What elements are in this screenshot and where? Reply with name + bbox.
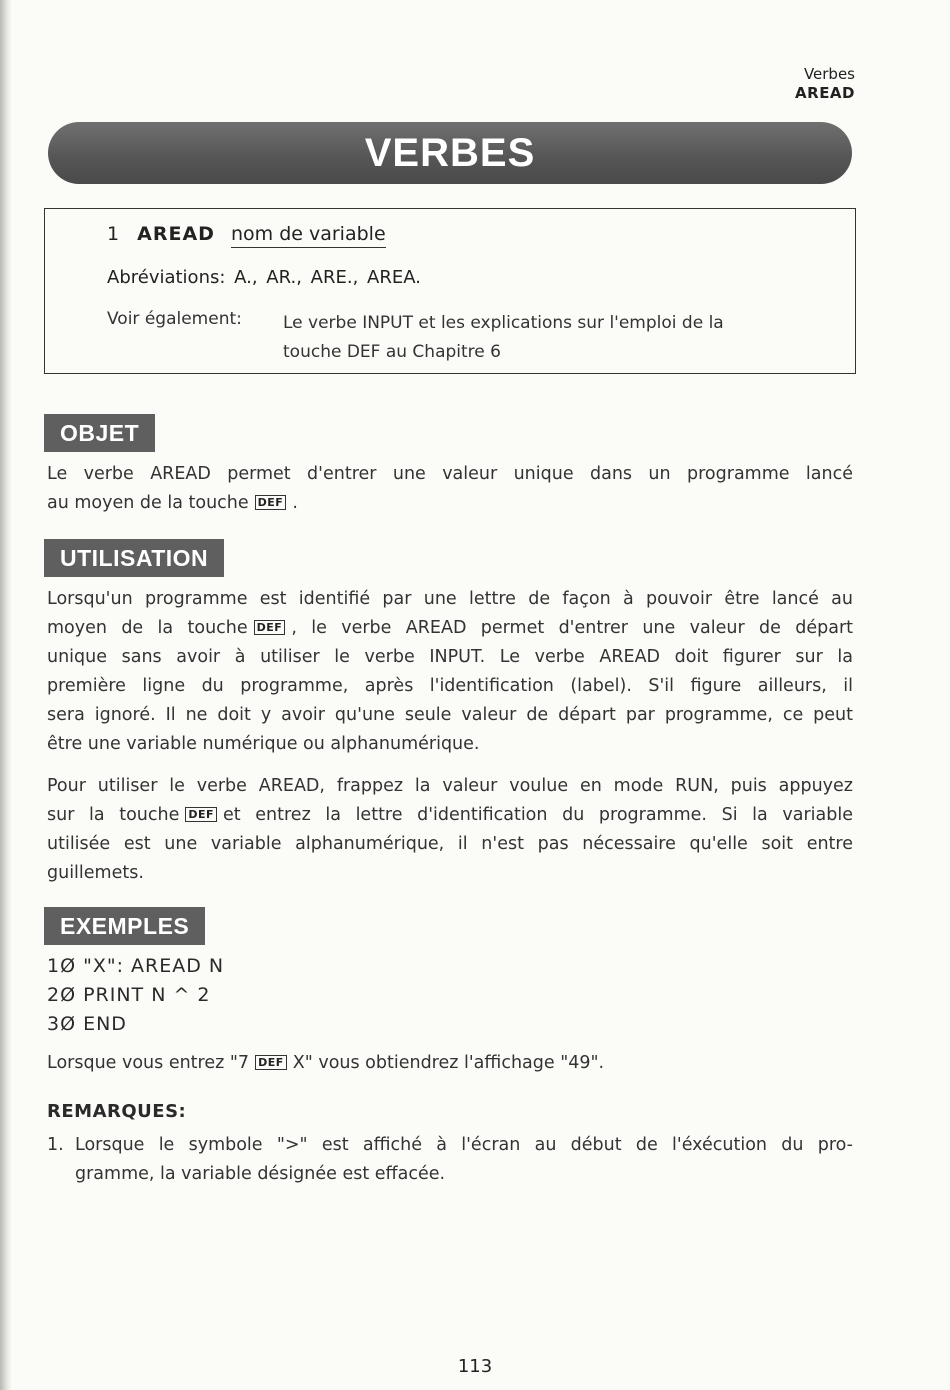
remark-body [75,1131,853,1189]
text-fragment: et entrez la lettre d'identification du programme. Si la variable [223,805,853,825]
example-result [47,1053,604,1073]
remark-item [47,1131,853,1189]
code-line: 1Ø "X": AREAD N [47,955,225,977]
paragraph-line: sera ignoré. Il ne doit y avoir qu'une seule valeur de départ par programme, ce peut [47,705,853,725]
code-line: 2Ø PRINT N ^ 2 [47,984,211,1006]
section-label-utilisation: UTILISATION [44,539,224,577]
paragraph-line: Le verbe AREAD permet d'entrer une valeur unique dans un programme lancé [47,464,853,484]
utilisation-paragraph-1 [47,585,853,759]
syntax-number: 1 [107,223,120,245]
paragraph-line: unique sans avoir à utiliser le verbe INPUT. Le verbe AREAD doit figurer sur la [47,647,853,667]
remarks-title: REMARQUES: [47,1101,187,1122]
utilisation-paragraph-2 [47,772,853,888]
paragraph-line [47,614,853,643]
abbreviations: Abréviations: A., AR., ARE., AREA. [107,267,421,288]
page-number: 113 [457,1356,493,1377]
section-label-exemples: EXEMPLES [44,907,205,945]
text-fragment: X" vous obtiendrez l'affichage "49". [292,1053,605,1073]
paragraph-line: première ligne du programme, après l'identification (label). S'il figure ailleurs, il [47,676,853,696]
code-example [47,952,224,1039]
text-fragment: , le verbe AREAD permet d'entrer une valeur de départ [291,618,854,638]
def-key-icon: DEF [185,807,217,822]
page-binding-shadow [0,0,12,1390]
see-also-label: Voir également: [107,309,242,329]
running-head-verb: AREAD [795,84,855,102]
syntax-box [44,208,856,374]
paragraph-line: Lorsqu'un programme est identifié par une lettre de façon à pouvoir être lancé au [47,589,853,609]
chapter-banner [48,122,852,184]
running-head-chapter: Verbes [803,65,855,83]
objet-paragraph [47,460,853,518]
syntax-line [107,223,386,245]
paragraph-line: Pour utiliser le verbe AREAD, frappez la valeur voulue en mode RUN, puis appuyez [47,776,853,796]
see-also-line: Le verbe INPUT et les explications sur l'emploi de la [283,313,724,333]
def-key-icon: DEF [255,1055,287,1070]
text-fragment: . [292,493,298,513]
chapter-banner-title: VERBES [364,130,536,175]
def-key-icon: DEF [254,620,286,635]
code-line: 3Ø END [47,1013,127,1035]
paragraph-line [47,489,853,518]
paragraph-line: être une variable numérique ou alphanumérique. [47,734,480,754]
section-label-objet: OBJET [44,414,155,452]
remark-line: Lorsque le symbole ">" est affiché à l'écran au début de l'éxécution du pro- [75,1135,853,1155]
text-fragment: au moyen de la touche [47,493,249,513]
text-fragment: moyen de la touche [47,618,248,638]
text-fragment: sur la touche [47,805,180,825]
syntax-keyword: AREAD [137,223,215,245]
paragraph-line [47,801,853,830]
remark-line: gramme, la variable désignée est effacée. [75,1164,446,1184]
text-fragment: Lorsque vous entrez "7 [47,1053,250,1073]
see-also-line: touche DEF au Chapitre 6 [283,342,501,362]
remark-number: 1. [47,1135,64,1155]
see-also-text [283,309,823,367]
paragraph-line: guillemets. [47,863,144,883]
syntax-parameter: nom de variable [231,223,386,248]
def-key-icon: DEF [255,495,287,510]
running-head [795,65,855,103]
paragraph-line: utilisée est une variable alphanumérique, il n'est pas nécessaire qu'elle soit entre [47,834,853,854]
